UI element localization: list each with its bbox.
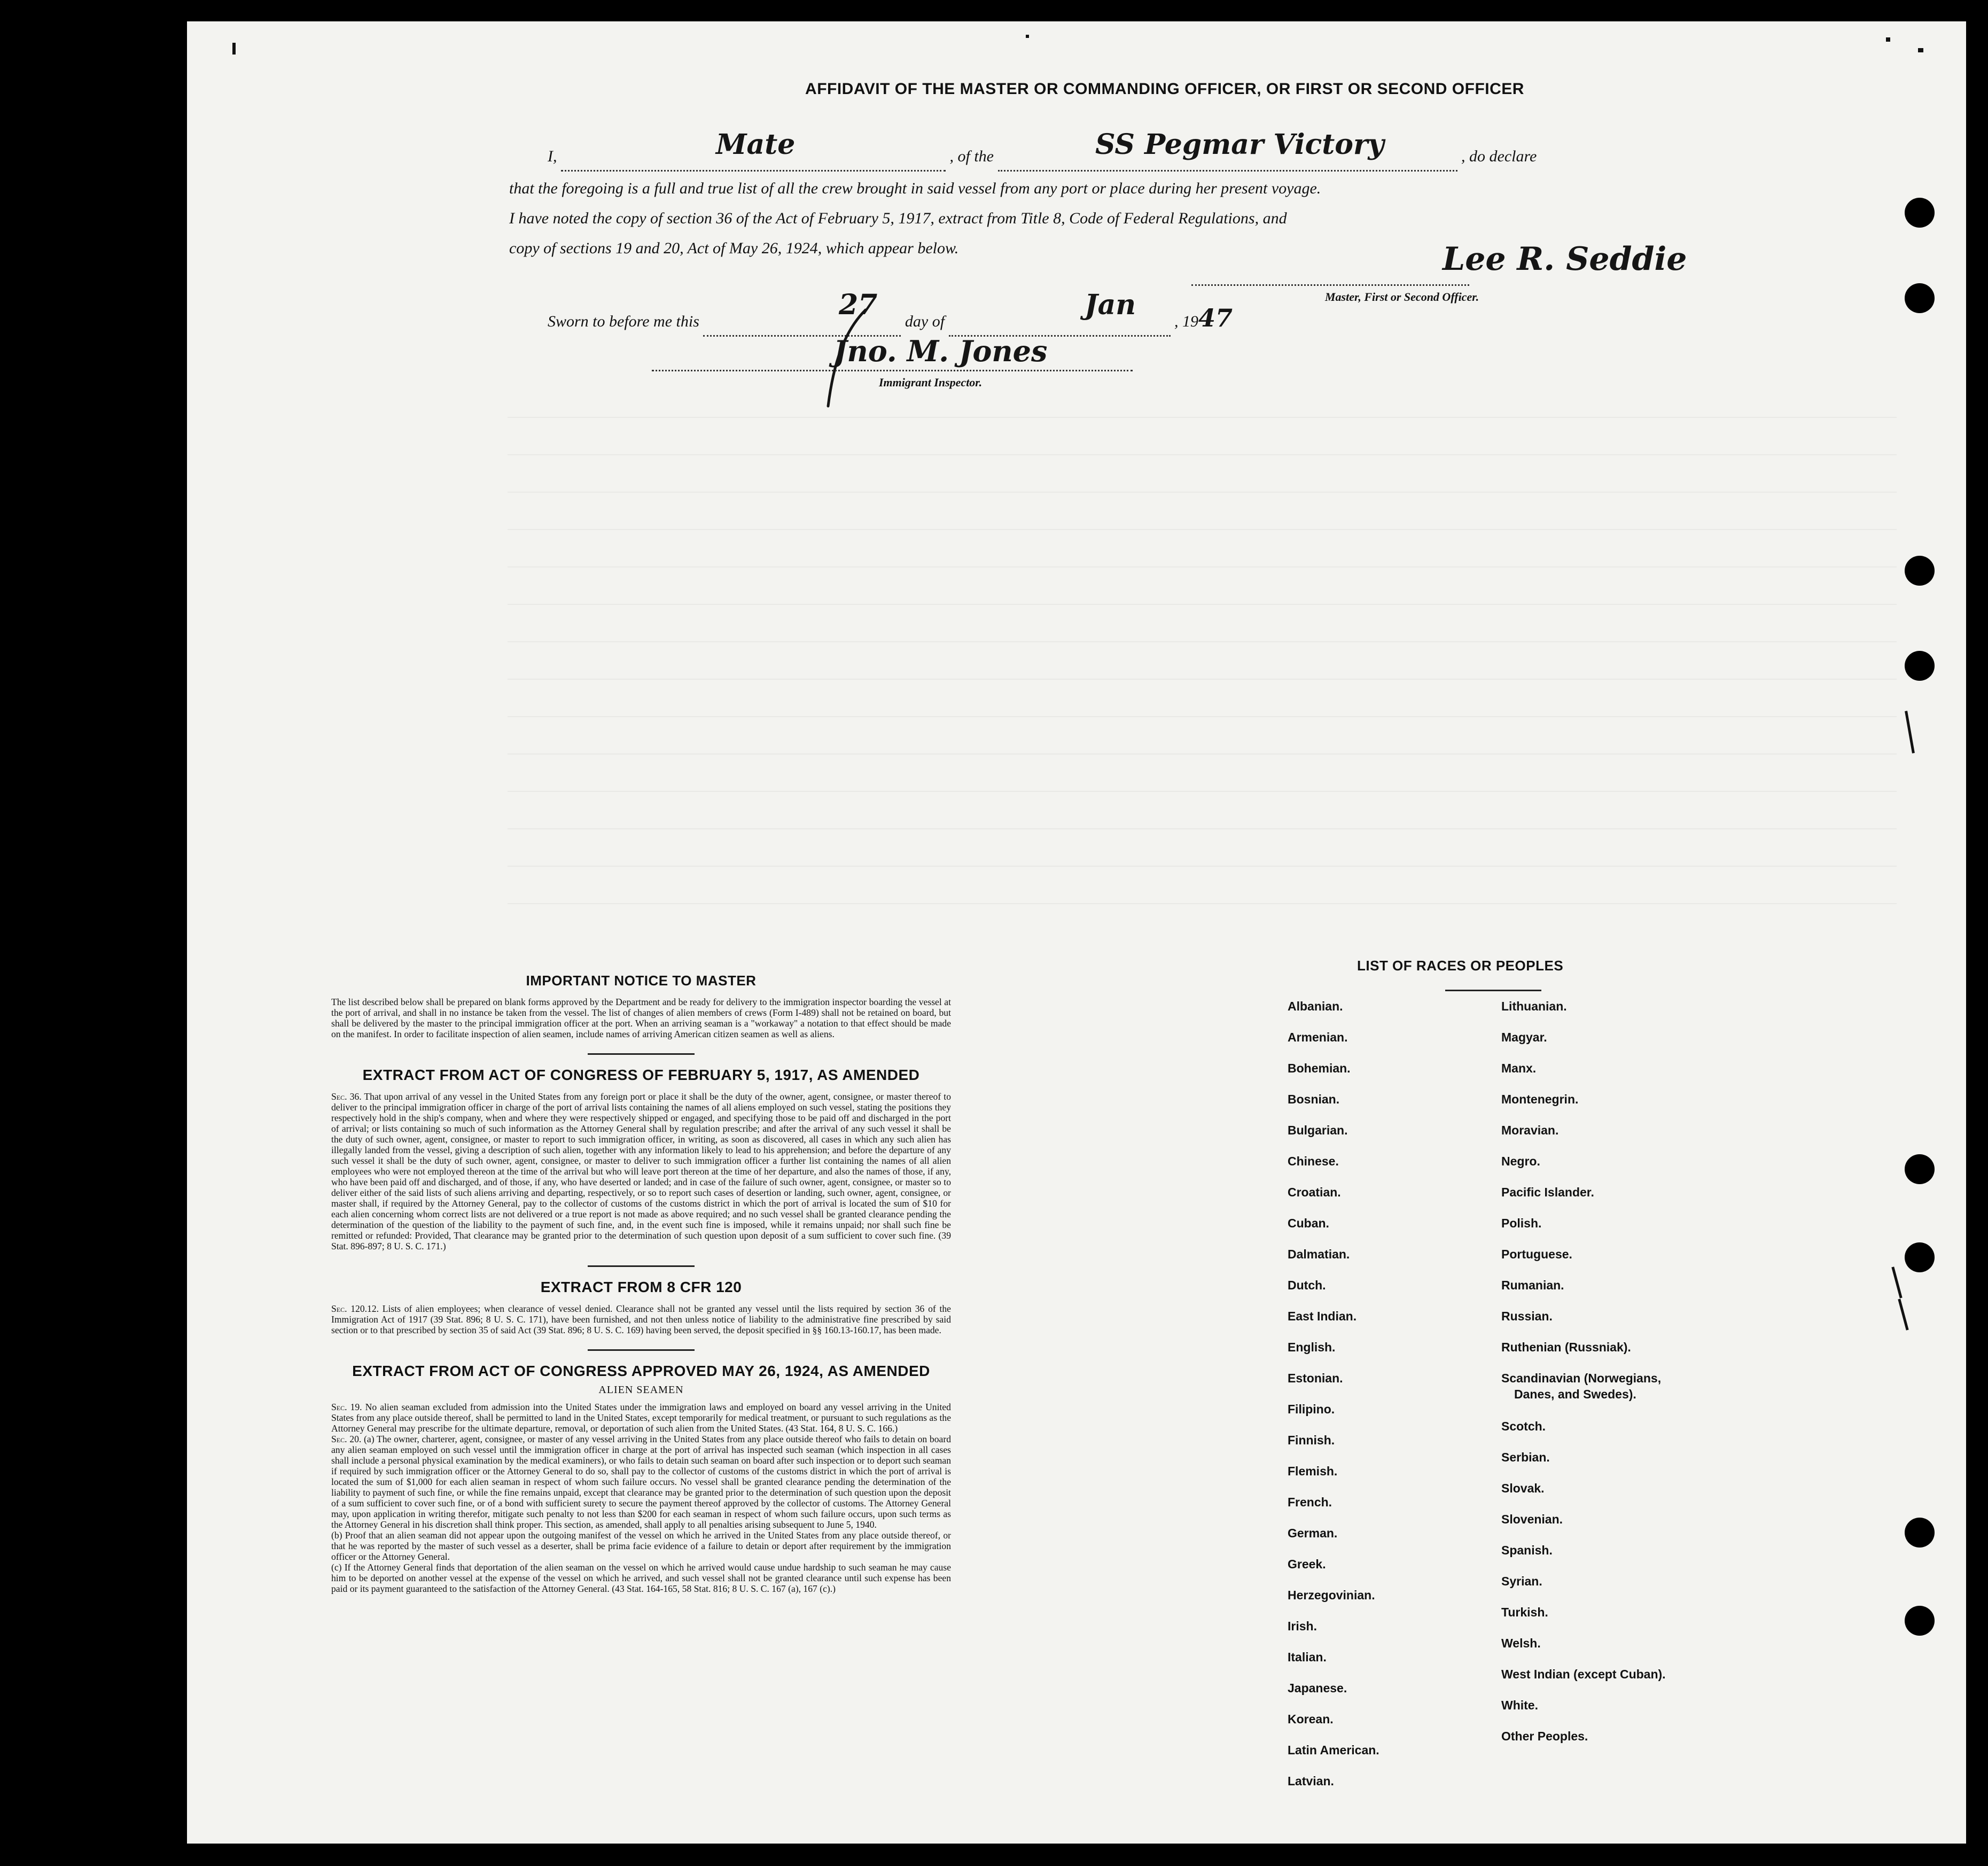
race-item: Other Peoples. [1501,1729,1588,1743]
race-item: Danes, and Swedes). [1514,1387,1636,1401]
extract-1924-subtitle: ALIEN SEAMEN [598,1384,684,1396]
race-item: Albanian. [1288,999,1343,1013]
race-item: Portuguese. [1501,1247,1572,1261]
race-item: Montenegrin. [1501,1092,1579,1106]
declaration-line-1: that the foregoing is a full and true list of all the crew brought in said vessel from any port or place during her present voyage. [509,180,1321,197]
sworn-month-field [949,310,1171,337]
bleed-through-area [508,395,1897,957]
ghost-line [508,566,1897,567]
race-item: Syrian. [1501,1574,1542,1588]
year-suffix: 47 [1198,304,1233,332]
race-item: Turkish. [1501,1605,1548,1619]
ghost-line [508,716,1897,717]
extract-1917-body: That upon arrival of any vessel in the United States from any foreign port or place it shall be the duty of the owner, agent, consignee, or master thereof to deliver to the principal immigration officer in charge of the port of arrival lists containing the names of all aliens employed on such vessel, stating the positions they respectively hold in the ship's company, when and where they were respectively shipped or engaged, and specifying those to be paid off and discharged in the port of arrival; or lists containing so much of such information as the Attorney General shall by regulation prescribe; and after the arrival of any such vessel it shall be the duty of such owner, agent, consignee, or master to report to such immigration officer, in writing, as soon as discovered, all cases in which any such alien has illegally landed from the vessel, giving a description of such alien, together with any information likely to lead to his apprehension; and before the departure of any such vessel it shall be the duty of such owner, agent, consignee, or master to deliver to such immigration officer a further list containing the names of all alien employees who were not employed thereon at the time of the arrival but who will leave port thereon at the time of her departure, and also the names of those, if any, who have been paid off and discharged, and of those, if any, who have deserted or landed; and in case of the failure of such owner, agent, consignee, or master so to deliver either of the said lists of such aliens arriving and departing, respectively, or so to report such cases of desertion or landing, such owner, agent, consignee, or master shall, if required by the Attorney General, pay to the collector of customs of the customs district in which the port of arrival is located the sum of $10 for each alien concerning whom correct lists are not delivered or a true report is not made as above required; and no such vessel shall be granted clearance pending the determination of the question of the liability to the payment of such fine, and, in the event such fine is imposed, while it remains unpaid; nor shall such fine be remitted or refunded: Provided, That clearance may be granted prior to the determination of such question upon deposit of a sum sufficient to cover such fine. (39 Stat. 896-897; 8 U. S. C. 171.) [331,1091,951,1251]
ghost-line [508,454,1897,455]
ghost-line [508,679,1897,680]
binder-hole [1905,198,1935,228]
divider-rule [588,1265,695,1267]
ghost-line [508,417,1897,418]
race-item: Japanese. [1288,1681,1347,1695]
ghost-line [508,828,1897,829]
binder-hole [1905,651,1935,681]
race-item: Russian. [1501,1309,1553,1323]
inspector-signature: Jno. M. Jones [833,334,1048,368]
extract-1924-paragraphs [331,1402,951,1594]
ghost-line [508,641,1897,642]
race-item: Irish. [1288,1619,1317,1633]
notice-paragraph: The list described below shall be prepared on blank forms approved by the Department and be ready for delivery to the immigration inspector boarding the vessel at the port of arrival, and shall in no instance be taken from the vessel. The list of changes of alien members of crews (Form I-489) shall not be retained on board, but shall be delivered by the master to the principal immigration officer at the port. When an arriving seaman is a "workaway" a notation to that effect should be made on the manifest. In order to facilitate inspection of alien seamen, include names of arriving American citizen seamen as well as aliens. [331,997,951,1039]
race-item: Cuban. [1288,1216,1329,1230]
notice-heading: IMPORTANT NOTICE TO MASTER [526,973,757,989]
binder-hole [1905,1154,1935,1184]
binder-hole [1905,1518,1935,1548]
extract-cfr-paragraph [331,1303,951,1335]
race-item: Dutch. [1288,1278,1326,1292]
ink-mark [1905,711,1915,753]
ghost-line [508,866,1897,867]
race-item: Herzegovinian. [1288,1588,1375,1602]
race-item: Greek. [1288,1557,1326,1571]
extract-cfr-lead: Sec. 120.12. [331,1303,379,1314]
extract-1917-lead: Sec. 36. [331,1091,362,1102]
race-item: Pacific Islander. [1501,1185,1594,1199]
binder-hole [1905,1606,1935,1636]
race-item: Slovak. [1501,1481,1545,1495]
extract-1924-text: (a) The owner, charterer, agent, consignee, or master of any vessel arriving in the United States from any place outside thereof who fails to detain on board any alien seaman employed on such vessel until the immigration officer in charge at the port of arrival has inspected such seaman (which inspection in all cases shall include a personal physical examination by the medical examiners), or who fails to detain such seaman on board after such inspection or to deport such seaman if required by such immigration officer or the Attorney General to do so, shall pay to the collector of customs of the customs district in which the port of arrival is located the sum of $1,000 for each alien seaman in respect of whom such failure occurs. No vessel shall be granted clearance pending the determination of the liability to payment of such fine, or while the fine remains unpaid, except that clearance may be granted prior to the determination of such question upon the deposit of a sum sufficient to cover such fine, or of a bond with sufficient surety to secure the payment thereof approved by the collector of customs. The Attorney General may, upon application in writing therefor, mitigate such penalty to not less than $200 for each seaman in respect of whom such failure occurs, upon such terms as the Attorney General in his discretion shall think proper. This section, as amended, shall apply to all penalties arising subsequent to June 5, 1940. [331,1434,951,1530]
race-item: Filipino. [1288,1402,1335,1416]
binder-hole [1905,283,1935,313]
i-label: I, [548,147,557,165]
race-item: Croatian. [1288,1185,1341,1199]
race-item: Rumanian. [1501,1278,1564,1292]
inspector-signature-line [652,370,1133,371]
extract-cfr-body: Lists of alien employees; when clearance of vessel denied. Clearance shall not be granted any vessel until the lists required by section 36 of the Immigration Act of 1917 (39 Stat. 896; 8 U. S. C. 171), have been furnished, and not then unless notice of liability to the administrative fine prescribed by said section or to that prescribed by section 35 of said Act (39 Stat. 896; 8 U. S. C. 169) having been served, the deposit specified in §§ 160.13-160.17, has been made. [331,1303,951,1335]
do-declare-label: , do declare [1461,147,1537,165]
declaration-line-2: I have noted the copy of section 36 of the Act of February 5, 1917, extract from Title 8, Code of Federal Regulations, and [509,209,1287,227]
divider-rule [588,1349,695,1351]
declaration-line-3: copy of sections 19 and 20, Act of May 26, 1924, which appear below. [509,239,959,257]
race-item: Slovenian. [1501,1512,1563,1526]
affidavit-title: AFFIDAVIT OF THE MASTER OR COMMANDING OFFICER, OR FIRST OR SECOND OFFICER [805,80,1524,98]
extract-1924-lead: Sec. 20. [331,1434,364,1444]
extract-1924-paragraph [331,1562,951,1594]
race-item: Bohemian. [1288,1061,1351,1075]
sworn-day-handwritten: 27 [839,289,878,321]
extract-1924-text: No alien seaman excluded from admission into the United States under the immigration laws and employed on board any vessel arriving in the United States from any place outside thereof, shall be permitted to land in the United States, except temporarily for medical treatment, or pursuant to such regulations as the Attorney General may prescribe for the ultimate departure, removal, or deportation of such alien from the United States. (43 Stat. 164, 8 U. S. C. 166.) [331,1402,951,1434]
race-item: East Indian. [1288,1309,1357,1323]
sworn-label: Sworn to before me this [548,313,699,330]
race-item: Welsh. [1501,1636,1541,1650]
ink-mark [1898,1299,1908,1330]
extract-1924-text: (c) If the Attorney General finds that deportation of the alien seaman on the vessel on which he arrived would cause undue hardship to such seaman he may cause him to be deported on another vessel at the expense of the vessel on which he arrived, and such vessel shall not be granted clearance until such expense has been paid or its payment guaranteed to the satisfaction of the Attorney General. (43 Stat. 164-165, 58 Stat. 816; 8 U. S. C. 167 (a), 167 (c).) [331,1562,951,1594]
day-of-label: day of [905,313,945,330]
sworn-month-handwritten: Jan [1085,289,1136,321]
extract-1917-title: EXTRACT FROM ACT OF CONGRESS OF FEBRUARY 5, 1917, AS AMENDED [362,1067,920,1083]
master-signature-caption: Master, First or Second Officer. [1325,290,1479,304]
year-prefix: , 19 [1174,313,1199,330]
inspector-caption: Immigrant Inspector. [879,376,983,389]
race-item: Korean. [1288,1712,1334,1726]
race-item: Lithuanian. [1501,999,1567,1013]
race-item: Bulgarian. [1288,1123,1348,1137]
race-item: German. [1288,1526,1338,1540]
race-item: Finnish. [1288,1433,1335,1447]
race-item: West Indian (except Cuban). [1501,1667,1666,1681]
ink-mark [1918,48,1923,52]
extract-1924-paragraph [331,1530,951,1562]
race-item: English. [1288,1340,1336,1354]
race-item: Negro. [1501,1154,1540,1168]
master-signature: Lee R. Seddie [1443,240,1687,278]
ink-mark [1891,1266,1902,1298]
officer-title-handwritten: Mate [716,128,796,161]
race-item: Dalmatian. [1288,1247,1350,1261]
ink-mark [1026,35,1029,38]
race-item: Scandinavian (Norwegians, [1501,1371,1662,1385]
race-item: Magyar. [1501,1030,1547,1044]
extract-1924-lead: Sec. 19. [331,1402,365,1412]
race-item: Serbian. [1501,1450,1550,1464]
race-item: Estonian. [1288,1371,1343,1385]
extract-1917-paragraph [331,1091,951,1251]
race-item: Ruthenian (Russniak). [1501,1340,1631,1354]
extract-cfr-title: EXTRACT FROM 8 CFR 120 [540,1279,742,1295]
race-item: Flemish. [1288,1464,1338,1478]
race-item: Armenian. [1288,1030,1348,1044]
ghost-line [508,604,1897,605]
race-item: Scotch. [1501,1419,1546,1433]
of-the-label: , of the [949,147,994,165]
binder-hole [1905,1242,1935,1272]
ghost-line [508,903,1897,904]
extract-1924-paragraph [331,1434,951,1530]
race-item: Spanish. [1501,1543,1553,1557]
race-item: Manx. [1501,1061,1537,1075]
ghost-line [508,753,1897,755]
race-item: Chinese. [1288,1154,1339,1168]
left-column-body [331,973,951,1594]
race-item: French. [1288,1495,1332,1509]
ink-mark [1886,37,1890,42]
race-item: Italian. [1288,1650,1327,1664]
extract-1924-paragraph [331,1402,951,1434]
race-item: Latin American. [1288,1743,1379,1757]
race-item: Polish. [1501,1216,1542,1230]
ink-mark [232,43,236,55]
ghost-line [508,791,1897,792]
race-item: Latvian. [1288,1774,1334,1788]
race-item: Bosnian. [1288,1092,1340,1106]
races-title: LIST OF RACES OR PEOPLES [1357,958,1564,974]
vessel-name-handwritten: SS Pegmar Victory [1095,128,1384,161]
master-signature-line [1191,284,1469,286]
extract-1924-title: EXTRACT FROM ACT OF CONGRESS APPROVED MAY 26, 1924, AS AMENDED [352,1363,930,1379]
race-item: Moravian. [1501,1123,1559,1137]
divider-rule [588,1053,695,1055]
ghost-line [508,529,1897,530]
ghost-line [508,492,1897,493]
extract-1924-text: (b) Proof that an alien seaman did not appear upon the outgoing manifest of the vessel on which he arrived in the United States from any place outside thereof, or that he was reported by the master of such vessel as a deserter, shall be prima facie evidence of a failure to detain or deport after requirement by the immigration officer or the Attorney General. [331,1530,951,1562]
binder-hole [1905,556,1935,586]
race-item: White. [1501,1698,1538,1712]
